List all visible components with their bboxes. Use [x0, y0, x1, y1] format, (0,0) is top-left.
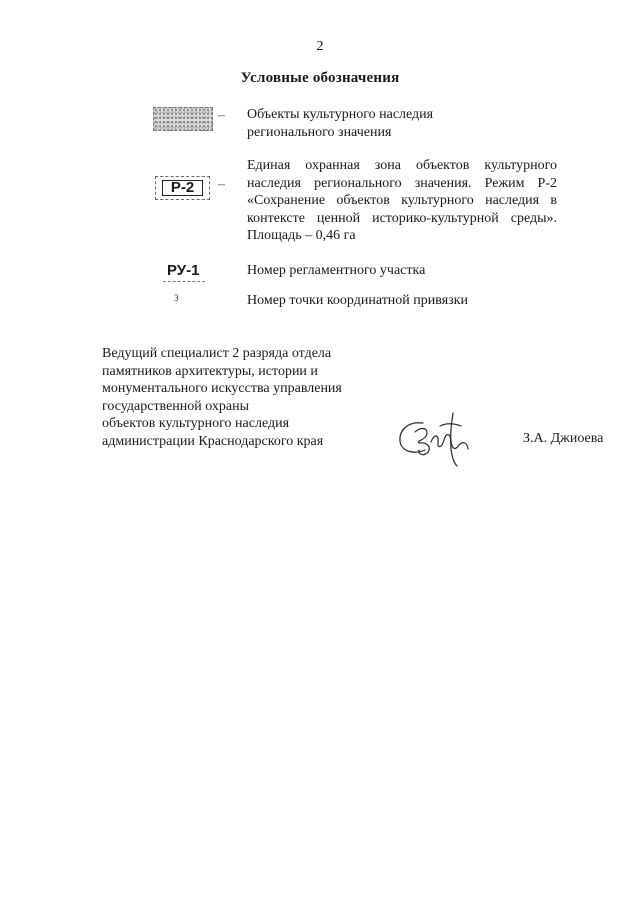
page-number: 2 — [316, 39, 324, 54]
regulation-plot-code: РУ-1 — [167, 262, 200, 279]
signer-position-line: администрации Краснодарского края — [102, 433, 324, 449]
regulation-plot-description: Номер регламентного участка — [247, 263, 426, 278]
protection-zone-description: Единая охранная зона объектов культурного наследия регионального значения. Режим Р-2 «Сохранение объектов культурного наследия в контексте ценной историко-культурной среды». Площадь – 0,46 га — [247, 158, 557, 243]
description-line: регионального значения — [247, 124, 392, 140]
heritage-objects-description — [247, 106, 557, 141]
legend-dash: – — [218, 177, 225, 192]
coordinate-point-description: Номер точки координатной привязки — [247, 293, 468, 308]
handwritten-signature — [393, 405, 473, 467]
protection-zone-symbol — [155, 176, 210, 200]
signer-position-line: объектов культурного наследия — [102, 416, 290, 431]
signer-name: З.А. Джиоева — [523, 431, 604, 446]
description-line: Объекты культурного наследия — [247, 107, 434, 122]
signer-position-line: Ведущий специалист 2 разряда отдела — [102, 346, 332, 361]
signer-position-line: государственной охраны — [102, 398, 250, 414]
signer-position — [102, 345, 402, 450]
legend-dash: – — [218, 108, 225, 123]
signer-position-line: монументального искусства управления — [102, 381, 342, 396]
coordinate-point-number: 3 — [174, 293, 179, 303]
signer-position-line: памятников архитектуры, истории и — [102, 363, 318, 379]
heritage-object-swatch — [153, 107, 213, 131]
regulation-plot-underline — [163, 281, 205, 282]
legend-title: Условные обозначения — [240, 70, 400, 86]
protection-zone-code: Р-2 — [162, 180, 203, 196]
